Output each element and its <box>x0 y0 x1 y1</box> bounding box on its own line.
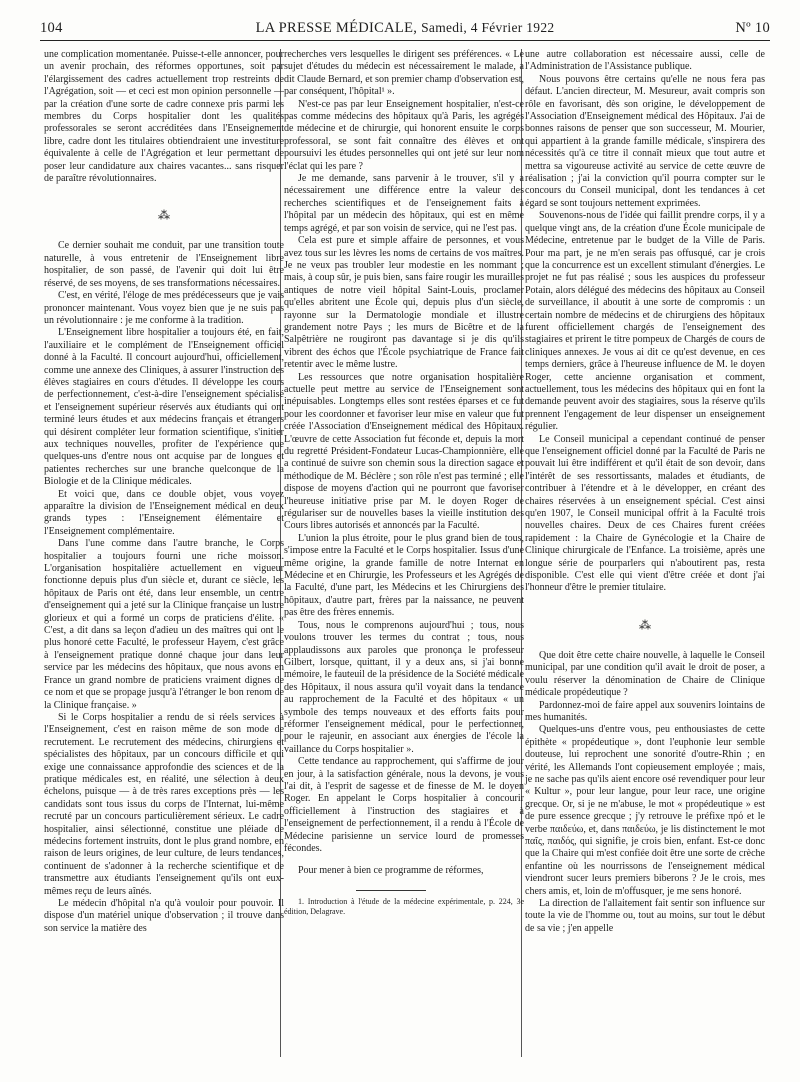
asterism-glyph: ⁂ <box>158 208 170 223</box>
asterism-glyph: ⁂ <box>639 617 651 632</box>
paragraph: Pour mener à bien ce programme de réformes, <box>298 865 484 877</box>
paragraph: Cette tendance au rapprochement, qui s'affirme de jour en jour, à la satisfaction générale, nous la devons, je vous l'ai dit, à l'esprit de sagesse et de finesse de M. le doyen Roger. En appelant le Corps hospitalier à concourir officiellement à l'instruction des stagiaires et à l'enseignement de perfectionnement, il a rendu à l'École de Médecine parisienne un service lourd de promesses fécondes. <box>284 756 524 854</box>
paragraph: N'est-ce pas par leur Enseignement hospitalier, n'est-ce pas comme médecins des hôpitaux qu'à Paris, les agrégés de médecine et de chirurgie, qui honorent ensuite le corps professoral, se sont fait connaître des élèves et ont poursuivi les études personnelles qui ont jeté sur leur nom l'éclat qui les pare ? <box>284 98 524 172</box>
paragraph: Que doit être cette chaire nouvelle, à laquelle le Conseil municipal, par une condition qu'il avait le droit de poser, a voulu réserver la dénomination de Chaire de Clinique médicale propédeutique ? <box>525 649 765 699</box>
paragraph: Dans l'une comme dans l'autre branche, le Corps hospitalier a toujours fourni une riche moisson. L'organisation hospitalière actuellement en vigueur fonctionne depuis plus d'un siècle et, durant ce siècle, les hôpitaux de Paris ont été, dans leur ensemble, un centre d'enseignement qui a jeté sur la Clinique française un lustre glorieux et qui a formé un corps de praticiens d'élite. « C'est, a dit dans sa leçon d'adieu un des maîtres qui ont le plus honoré cette Faculté, le professeur Hayem, c'est grâce à l'enseignement pratique donné chaque jour dans leur service par les médecins des hôpitaux, que nous avons en France un grand nombre de praticiens vraiment dignes de ce nom et que se propage jusqu'à l'étranger le bon renom de la Clinique française. » <box>44 538 284 711</box>
paragraph: Souvenons-nous de l'idée qui faillit prendre corps, il y a quelque vingt ans, de la création d'une École municipale de Médecine, entretenue par le budget de la Ville de Paris. Pour ma part, je ne m'en serais pas offusqué, car je crois que la concurrence est un excellent stimulant d'énergies. Le projet ne fut pas réalisé ; sous les auspices du professeur Potain, alors délégué des médecins des hôpitaux au Conseil de surveillance, il aboutit à une sorte de compromis : un certain nombre de médecins et de chirurgiens des hôpitaux furent officiellement chargés de l'enseignement des stagiaires et prirent le titre pompeux de Chargés de cours de cliniques annexes. Je vous ai dit ce qu'est devenue, en ces temps derniers, grâce à l'heureuse influence de M. le doyen Roger, cette ancienne organisation et comment, actuellement, tous les médecins des hôpitaux qui en font la demande peuvent avoir des stagiaires, sous la réserve qu'ils prennent l'engagement de leur dispenser un enseignement régulier. <box>525 210 765 433</box>
journal-masthead <box>40 20 770 37</box>
page-number: 104 <box>40 20 63 36</box>
header-rule <box>40 40 770 41</box>
paragraph: La direction de l'allaitement fait sentir son influence sur toute la vie de l'homme ou, tout au moins, sur tout le début de sa vie ; j'en appelle <box>525 898 765 934</box>
paragraph: L'Enseignement libre hospitalier a toujours été, en fait, l'auxiliaire et le complément de l'Enseignement officiel donné à la Faculté. Il concourt aujourd'hui, officiellement, comme une annexe des Cliniques, à assurer l'instruction des élèves stagiaires en cours d'études. Il développe les cours de perfectionnement, c'est-à-dire l'enseignement spécialisé et l'enseignement supérieur réservés aux étudiants qui ont terminé leurs études et aux médecins français et étrangers qui désirent compléter leur formation scientifique, s'initier aux techniques nouvelles, profiter de l'expérience que quelques-uns d'entre nous ont acquise par de longues et patientes recherches sur une branche quelconque de la Biologie et de la Clinique médicales. <box>44 327 284 488</box>
paragraph: Tous, nous le comprenons aujourd'hui ; tous, nous voulons trouver les termes du contrat ; tous, nous applaudissons aux paroles que prononça le professeur Gilbert, lorsque, quittant, il y a deux ans, si j'ai bonne mémoire, le fauteuil de la présidence de la Société médicale des Hôpitaux, il nous assura qu'il voyait dans la tendance au rapprochement de la Faculté et des hôpitaux « un symbole des temps nouveaux et des efforts faits pour réformer l'enseignement médical, pour le perfectionner, pour le rajeunir, en associant aux énergies de l'école la vaillance du Corps hospitalier ». <box>284 619 524 755</box>
paragraph: Nous pouvons être certains qu'elle ne nous fera pas défaut. L'ancien directeur, M. Mesureur, avait compris son rôle en favorisant, dès son origine, le développement de l'Association d'Enseignement médical des Hôpitaux. J'ai de bonnes raisons de penser que son successeur, M. Mourier, qui appartient à la grande famille médicale, s'inspirera des nécessités qu'à ce titre il connaît mieux que tout autre et mettra sa vigoureuse activité au service de cette œuvre de réalisation ; j'ai la conviction qu'il pourra compter sur le concours du Conseil municipal, dont les tendances à cet égard se sont toujours nettement exprimées. <box>525 73 765 209</box>
paragraph: Le médecin d'hôpital n'a qu'à vouloir pour pouvoir. Il dispose d'un matériel unique d'observation ; il trouve dans son service la matière des <box>44 898 284 934</box>
page-header <box>40 20 770 40</box>
paragraph: Pardonnez-moi de faire appel aux souvenirs lointains de mes humanités. <box>525 699 765 723</box>
paragraph: Et voici que, dans ce double objet, vous voyez apparaître la division de l'Enseignement médical en deux grands types : l'Enseignement élémentaire et l'Enseignement complémentaire. <box>44 488 284 537</box>
issue-date: Samedi, 4 Février 1922 <box>421 20 555 35</box>
paragraph: L'union la plus étroite, pour le plus grand bien de tous, s'impose entre la Faculté et le Corps hospitalier. Issus d'une même origine, la grande famille de notre Internat en Médecine et en Chirurgie, les Professeurs et les Agrégés de la Faculté, d'une part, les Médecins et les Chirurgiens des hôpitaux, d'autre part, frères par la naissance, ne peuvent pas être des frères ennemis. <box>284 532 524 619</box>
paragraph: Ce dernier souhait me conduit, par une transition toute naturelle, à vous entretenir de l'Enseignement libre hospitalier, de son passé, de l'avenir qui doit lui être réservé, de ses moyens, de ses transformations nécessaires. <box>44 240 284 289</box>
column-2 <box>284 49 524 917</box>
paragraph: Cela est pure et simple affaire de personnes, et vous avez tous sur les lèvres les noms de certains de vos maîtres. Je ne veux pas troubler leur modestie en les nommant ; mais, à coup sûr, je puis bien, sans faire rougir les murailles antiques de notre vieil hôpital Saint-Louis, proclamer qu'elles abritent une École qui, depuis plus d'un siècle, rayonne sur la Dermatologie mondiale et illustre grandement notre Pays ; les murs de Bicêtre et de la Salpêtrière ne rougiront pas davantage si je dis qu'ils vibrent des échos que l'École psychiatrique de France fait retentir avec le même lustre. <box>284 235 524 371</box>
journal-title: LA PRESSE MÉDICALE, <box>255 20 418 36</box>
section-separator <box>525 617 765 632</box>
paragraph: Les ressources que notre organisation hospitalière actuelle peut mettre au service de l'Enseignement sont inépuisables. Longtemps elles sont restées éparses et ce fut pour les coordonner et favoriser leur mise en valeur que fut créée l'Association d'Enseignement médical des Hôpitaux. L'œuvre de cette Association fut féconde et, depuis la mort du regretté Président-Fondateur Lucas-Championnière, elle a continué de suivre son chemin sous la direction sagace et méthodique de M. Béclère ; son rôle n'est pas terminé ; elle dispose de moyens d'action qui ne pourront que favoriser l'heureuse initiative prise par M. le doyen Roger de régulariser sur de nouvelles bases la vieille institution des Cours libres autorisés et annoncés par la Faculté. <box>284 371 524 532</box>
footnote-rule <box>356 890 426 891</box>
paragraph: Le Conseil municipal a cependant continué de penser que l'enseignement officiel donné par la Faculté de Paris ne pouvait lui être indifférent et qu'il était de son devoir, dans l'intérêt de ses ressortissants, malades et étudiants, de contribuer à l'étendre et à le développer, en créant des chaires réservées à un enseignement spécial. C'est ainsi qu'en 1907, le Conseil municipal offrit à la Faculté trois nouvelles chaires. Deux de ces Chaires furent créées rapidement : la Chaire de Gynécologie et la Chaire de Clinique chirurgicale de l'Enfance. La troisième, après une longue série de pourparlers qui n'aboutirent pas, resta disponible. C'est elle qui vient d'être créée et dont j'ai l'honneur d'être le premier titulaire. <box>525 433 765 594</box>
paragraph: Quelques-uns d'entre vous, peu enthousiastes de cette épithète « propédeutique », dont l'euphonie leur semble douteuse, lui reprochent une sonorité d'outre-Rhin ; en vérité, les Allemands l'ont copieusement employée ; mais, je ne sache pas qu'ils aient encore osé revendiquer pour leur « Kultur », pour leur langue, pour leur race, une origine grecque. Or, si je ne m'abuse, le mot « propédeutique » est de pure essence grecque ; j'y retrouve le préfixe πρό et le verbe παιδεύω, et, dans παιδεύω, je lis distinctement le mot παῖς, παιδός, qui signifie, je crois bien, enfant. Est-ce donc que la Chaire qui m'est confiée doit être une sorte de crèche enfantine où les nourrissons de l'enseignement médical viendront sucer leurs premiers biberons ? Je le crois, mes chers amis, et, loin de m'offusquer, je me sens honoré. <box>525 724 765 897</box>
issue-number: Nº 10 <box>735 20 770 36</box>
column-3 <box>525 49 765 935</box>
paragraph: C'est, en vérité, l'éloge de mes prédécesseurs que je vais prononcer maintenant. Vous voyez bien que je ne suis pas un révolutionnaire : je me conforme à la tradition. <box>44 290 284 326</box>
paragraph: Je me demande, sans parvenir à le trouver, s'il y a nécessairement une différence entre la valeur des recherches scientifiques et de l'enseignement faits à l'hôpital par un médecin des hôpitaux, qui est en même temps agrégé, et par son voisin de service, qui ne l'est pas. <box>284 173 524 234</box>
paragraph: une autre collaboration est nécessaire aussi, celle de l'Administration de l'Assistance publique. <box>525 49 765 73</box>
paragraph: une complication momentanée. Puisse-t-elle annoncer, pour un avenir prochain, des réformes opportunes, soit par l'élargissement des cadres actuellement trop restreints de l'Agrégation, soit — et ceci est mon opinion personnelle — par la création d'une sorte de cadre connexe pris parmi les membres du Corps hospitalier dont les qualités professorales se seront accréditées dans l'Enseignement libre, cadre dont les titulaires obtiendraient une investiture équivalente à celle de l'Agrégation et leur permettant de poser leur candidature aux chaires vacantes... sans risquer de paraître révolutionnaires. <box>44 49 284 185</box>
paragraph: recherches vers lesquelles le dirigent ses préférences. « Le sujet d'études du médecin est nécessairement le malade, a dit Claude Bernard, et son premier champ d'observation est, par conséquent, l'hôpital¹ ». <box>284 49 524 98</box>
paragraph: Si le Corps hospitalier a rendu de si réels services à l'Enseignement, c'est en raison même de son mode de recrutement. Le recrutement des médecins, chirurgiens et spécialistes des hôpitaux, par un concours difficile et qui exige une connaissance approfondie des sciences et de la pratique médicales est, en réalité, une sélection à deux échelons, puisque — à de très rares exceptions près — les candidats sont tous issus du corps de l'Internat, lui-même recruté par un concours particulièrement sérieux. Le cadre hospitalier, ainsi sélectionné, constitue une pléiade de médecins fortement instruits, dont le plus grand nombre, en raison de leurs origines, de leur culture, de leurs tendances, continuent de s'adonner à la recherche scientifique et de transmettre aux étudiants l'enseignement qu'ils ont eux-mêmes reçu de leurs aînés. <box>44 711 284 897</box>
column-1 <box>44 49 284 935</box>
footnote: 1. Introduction à l'étude de la médecine expérimentale, p. 224, 3e édition, Delagrave. <box>284 896 524 916</box>
section-separator <box>44 208 284 223</box>
